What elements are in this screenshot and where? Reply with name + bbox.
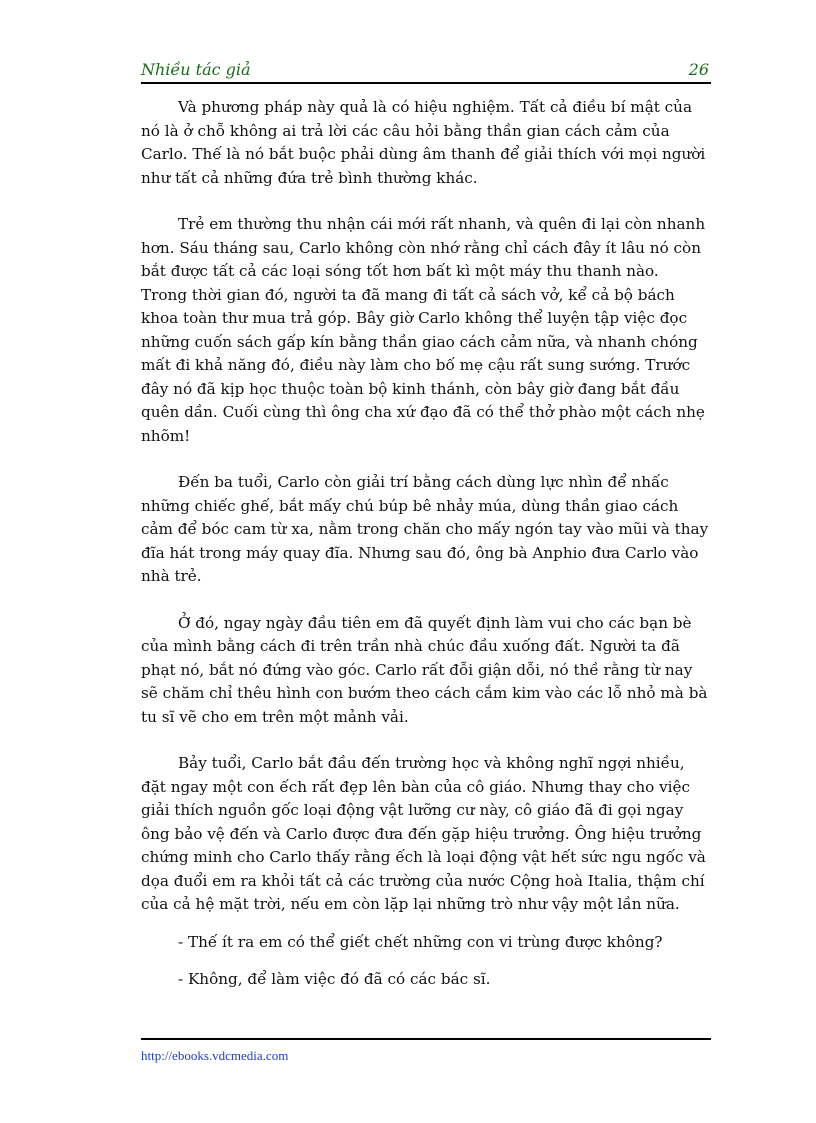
dialogue-line: - Thế ít ra em có thể giết chết những con vi trùng được không? [178,932,663,951]
paragraph: Đến ba tuổi, Carlo còn giải trí bằng cách dùng lực nhìn để nhấc những chiếc ghế, bắt mấy chú búp bê nhảy múa, dùng thần giao cách cảm để bóc cam từ xa, nằm trong chăn cho mấy ngón tay vào mũi và thay đĩa hát trong máy quay đĩa. Nhưng sau đó, ông bà Anphio đưa Carlo vào nhà trẻ. [141,473,709,585]
paragraph: Trẻ em thường thu nhận cái mới rất nhanh, và quên đi lại còn nhanh hơn. Sáu tháng sau, Carlo không còn nhớ rằng chỉ cách đây ít lâu nó còn bắt được tất cả các loại sóng tốt hơn bất kì một máy thu thanh nào. Trong thời gian đó, người ta đã mang đi tất cả sách vở, kể cả bộ bách khoa toàn thư mua trả góp. Bây giờ Carlo không thể luyện tập việc đọc những cuốn sách gấp kín bằng thần giao cách cảm nữa, và nhanh chóng mất đi khả năng đó, điều này làm cho bố mẹ cậu rất sung sướng. Trước đây nó đã kịp học thuộc toàn bộ kinh thánh, còn bây giờ đang bắt đầu quên dần. Cuối cùng thì ông cha xứ đạo đã có thể thở phào một cách nhẹ nhõm! [141,215,706,445]
header-title: Nhiều tác giả [141,60,251,79]
dialogue-line: - Không, để làm việc đó đã có các bác sĩ. [178,970,491,988]
page-number: 26 [688,60,709,79]
page-body [141,96,709,1015]
page-header [141,60,711,84]
paragraph: Ở đó, ngay ngày đầu tiên em đã quyết định làm vui cho các bạn bè của mình bằng cách đi trên trần nhà chúc đầu xuống đất. Người ta đã phạt nó, bắt nó đứng vào góc. Carlo rất đỗi giận dỗi, nó thề rằng từ nay sẽ chăm chỉ thêu hình con bướm theo cách cắm kim vào các lỗ nhỏ mà bà tu sĩ vẽ cho em trên một mảnh vải. [141,613,708,726]
paragraph: Và phương pháp này quả là có hiệu nghiệm. Tất cả điều bí mật của nó là ở chỗ không ai trả lời các câu hỏi bằng thần gian cách cảm của Carlo. Thế là nó bắt buộc phải dùng âm thanh để giải thích với mọi người như tất cả những đứa trẻ bình thường khác. [141,98,706,187]
paragraph: Bảy tuổi, Carlo bắt đầu đến trường học và không nghĩ ngợi nhiều, đặt ngay một con ếch rất đẹp lên bàn của cô giáo. Nhưng thay cho việc giải thích nguồn gốc loại động vật lưỡng cư này, cô giáo đã đi gọi ngay ông bảo vệ đến và Carlo được đưa đến gặp hiệu trưởng. Ông hiệu trưởng chứng minh cho Carlo thấy rằng ếch là loại động vật hết sức ngu ngốc và dọa đuổi em ra khỏi tất cả các trường của nước Cộng hoà Italia, thậm chí của cả hệ mặt trời, nếu em còn lặp lại những trò như vậy một lần nữa. [141,754,706,913]
page-footer [141,1038,711,1065]
footer-link[interactable]: http://ebooks.vdcmedia.com [141,1048,289,1063]
